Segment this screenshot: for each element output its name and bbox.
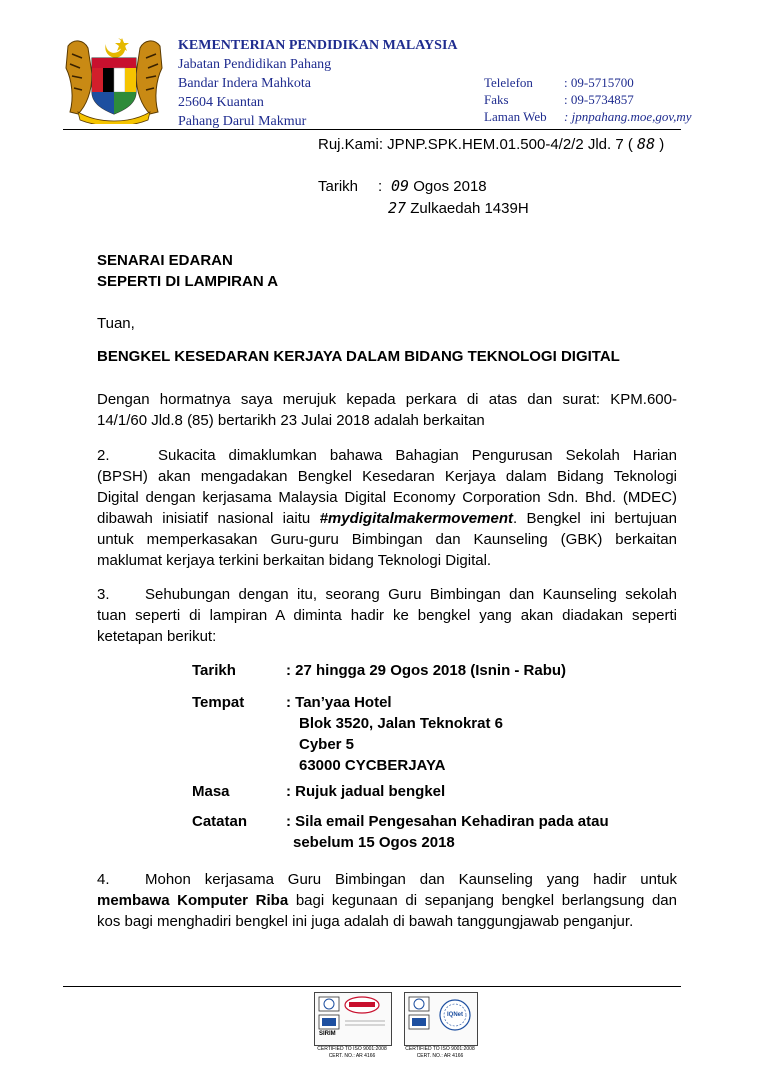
paragraph-4-number: 4.	[97, 871, 110, 888]
paragraph-line: 14/1/60 Jld.8 (85) bertarikh 23 Julai 2018 adalah berkaitan	[97, 412, 485, 429]
detail-value-catatan-cont: sebelum 15 Ogos 2018	[293, 834, 455, 851]
date-label: Tarikh	[318, 178, 359, 195]
reference-suffix: )	[659, 136, 665, 153]
recipient-line: SEPERTI DI LAMPIRAN A	[97, 273, 279, 290]
hashtag: #mydigitalmakermovement	[319, 510, 513, 527]
detail-label-tarikh: Tarikh	[192, 662, 236, 679]
paragraph-3-number: 3.	[97, 586, 110, 603]
recipient	[97, 250, 278, 292]
fax-value: : 09-5734857	[564, 92, 634, 107]
address-line: Pahang Darul Makmur	[178, 114, 307, 129]
contact-block	[484, 73, 724, 124]
detail-value-tarikh: : 27 hingga 29 Ogos 2018 (Isnin - Rabu)	[286, 662, 567, 679]
address-line: Jabatan Pendidikan Pahang	[178, 57, 332, 72]
paragraph-text: . Bengkel ini bertujuan	[512, 510, 677, 527]
subject-heading: BENGKEL KESEDARAN KERJAYA DALAM BIDANG TEKNOLOGI DIGITAL	[97, 348, 620, 365]
paragraph-line	[97, 890, 677, 911]
paragraph-line: kos bagi menghadiri bengkel ini juga adalah di bawah tanggungjawab penganjur.	[97, 913, 634, 930]
letterhead-address	[178, 36, 458, 131]
paragraph-line: tuan seperti di lampiran A diminta hadir ke bengkel yang akan diadakan seperti	[97, 607, 677, 624]
detail-label-masa: Masa	[192, 783, 230, 800]
detail-label-tempat: Tempat	[192, 694, 245, 711]
hijri-day: 27	[388, 199, 407, 217]
paragraph-1	[97, 389, 677, 431]
paragraph-line: maklumat kerjaya terkini berkaitan bidang Teknologi Digital.	[97, 552, 492, 569]
detail-address-line: Cyber 5	[299, 736, 355, 753]
paragraph-line: Sukacita dimaklumkan bahawa Bahagian Pengurusan Sekolah Harian	[158, 447, 677, 464]
reference-line	[318, 134, 664, 155]
paragraph-text: dibawah inisiatif nasional iaitu	[97, 510, 320, 527]
date-hijri	[388, 198, 529, 219]
certification-logo-2	[404, 992, 478, 1046]
footer-divider	[63, 986, 681, 987]
address-line: Bandar Indera Mahkota	[178, 76, 311, 91]
certification-logo-1	[314, 992, 392, 1046]
reference-number: 88	[637, 135, 656, 153]
phone-value: : 09-5715700	[564, 75, 634, 90]
salutation: Tuan,	[97, 315, 135, 332]
website-label: Laman Web	[484, 109, 547, 124]
date-gregorian	[391, 176, 487, 197]
ministry-crest	[62, 34, 166, 124]
paragraph-text: bagi kegunaan di sepanjang bengkel berlangsung dan	[288, 892, 677, 909]
cert-line: CERTIFIED TO ISO 9001:2008	[405, 1046, 475, 1052]
certification-text-2	[394, 1046, 486, 1060]
paragraph-line: (BPSH) akan mengadakan Bengkel Kesedaran Kerjaya dalam Bidang Teknologi	[97, 468, 677, 485]
header-divider	[63, 129, 681, 130]
reference-prefix: Ruj.Kami: JPNP.SPK.HEM.01.500-4/2/2 Jld. 7 (	[318, 136, 633, 153]
paragraph-line	[97, 508, 677, 529]
detail-address-line: Blok 3520, Jalan Teknokrat 6	[299, 715, 503, 732]
paragraph-line: untuk memperkasakan Guru-guru Bimbingan dan Kaunseling (GBK) berkaitan	[97, 531, 677, 548]
paragraph-3	[97, 584, 677, 647]
detail-value-tempat: : Tan’yaa Hotel	[286, 694, 392, 711]
website-value: : jpnpahang.moe,gov,my	[564, 109, 692, 124]
iqnet-label: IQNet	[447, 1012, 464, 1018]
recipient-line: SENARAI EDARAN	[97, 252, 233, 269]
ministry-name: KEMENTERIAN PENDIDIKAN MALAYSIA	[178, 38, 458, 53]
certification-text-1	[306, 1046, 398, 1060]
paragraph-line: Dengan hormatnya saya merujuk kepada perkara di atas dan surat: KPM.600-	[97, 391, 677, 408]
hijri-month-year: Zulkaedah 1439H	[410, 200, 529, 217]
emphasis-text: membawa Komputer Riba	[97, 892, 289, 909]
phone-label: Telelefon	[484, 75, 533, 90]
paragraph-2	[97, 445, 677, 571]
cert-line: CERTIFIED TO ISO 9001:2008	[317, 1046, 387, 1052]
detail-value-masa: : Rujuk jadual bengkel	[286, 783, 446, 800]
fax-label: Faks	[484, 92, 509, 107]
date-day: 09	[391, 177, 410, 195]
paragraph-line: Mohon kerjasama Guru Bimbingan dan Kaunseling yang hadir untuk	[145, 871, 677, 888]
date-month-year: Ogos 2018	[413, 178, 487, 195]
cert-line: CERT. NO.: AR 4166	[416, 1053, 464, 1059]
paragraph-4	[97, 869, 677, 932]
address-line: 25604 Kuantan	[178, 95, 264, 110]
paragraph-line: Digital dengan kerjasama Malaysia Digital Economy Corporation Sdn. Bhd. (MDEC)	[97, 489, 677, 506]
date-colon: :	[378, 178, 383, 195]
detail-label-catatan: Catatan	[192, 813, 248, 830]
paragraph-2-number: 2.	[97, 447, 110, 464]
sirim-label: SIRIM	[319, 1031, 336, 1037]
detail-address-line: 63000 CYCBERJAYA	[299, 757, 446, 774]
detail-value-catatan: : Sila email Pengesahan Kehadiran pada atau	[286, 813, 609, 830]
paragraph-line: ketetapan berikut:	[97, 628, 217, 645]
cert-line: CERT. NO.: AR 4166	[328, 1053, 376, 1059]
paragraph-line: Sehubungan dengan itu, seorang Guru Bimbingan dan Kaunseling sekolah	[145, 586, 677, 603]
